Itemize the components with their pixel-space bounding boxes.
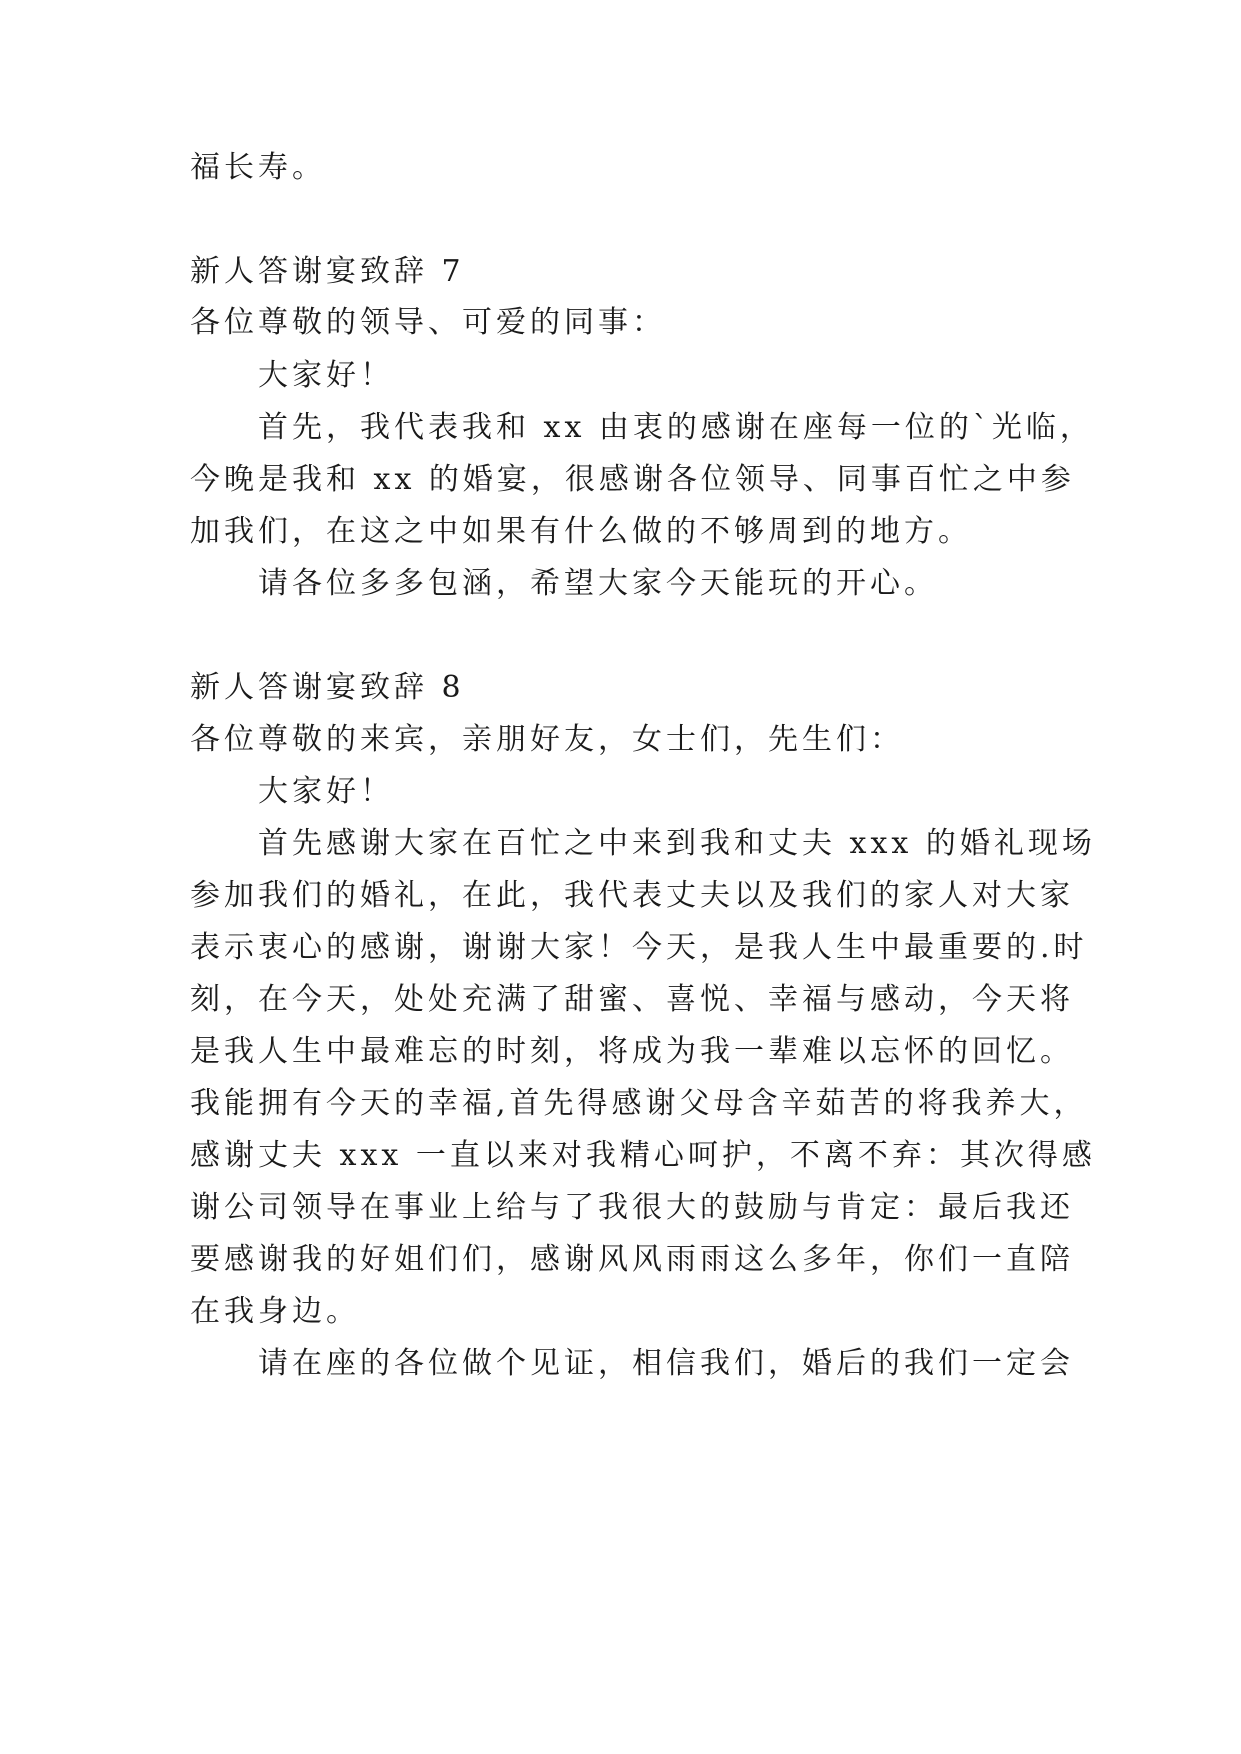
paragraph-8a-line-7: 感谢丈夫 xxx 一直以来对我精心呵护，不离不弃：其次得感 (190, 1138, 1096, 1173)
paragraph-8a-line-6: 我能拥有今天的幸福,首先得感谢父母含辛茹苦的将我养大， (190, 1086, 1088, 1121)
paragraph-8a-line-8: 谢公司领导在事业上给与了我很大的鼓励与肯定：最后我还 (190, 1190, 1074, 1225)
salutation-8: 各位尊敬的来宾，亲朋好友，女士们，先生们： (190, 722, 904, 757)
greeting-8: 大家好！ (258, 774, 394, 809)
section-title-8: 新人答谢宴致辞 8 (190, 670, 465, 705)
paragraph-7a-line-3: 加我们，在这之中如果有什么做的不够周到的地方。 (190, 514, 972, 549)
paragraph-8a-line-10: 在我身边。 (190, 1294, 360, 1329)
paragraph-8a-line-5: 是我人生中最难忘的时刻，将成为我一辈难以忘怀的回忆。 (190, 1034, 1074, 1069)
section-title-7: 新人答谢宴致辞 7 (190, 254, 465, 289)
paragraph-8a-line-9: 要感谢我的好姐们们，感谢风风雨雨这么多年，你们一直陪 (190, 1242, 1074, 1277)
paragraph-7a-line-2: 今晚是我和 xx 的婚宴，很感谢各位领导、同事百忙之中参 (190, 462, 1075, 497)
paragraph-8b-line-1: 请在座的各位做个见证，相信我们，婚后的我们一定会 (258, 1346, 1074, 1381)
paragraph-7a-line-1: 首先，我代表我和 xx 由衷的感谢在座每一位的`光临， (258, 410, 1094, 445)
greeting-7: 大家好！ (258, 358, 394, 393)
salutation-7: 各位尊敬的领导、可爱的同事： (190, 305, 666, 340)
paragraph-8a-line-1: 首先感谢大家在百忙之中来到我和丈夫 xxx 的婚礼现场 (258, 826, 1096, 861)
paragraph-8a-line-3: 表示衷心的感谢，谢谢大家！今天，是我人生中最重要的.时 (190, 930, 1088, 965)
paragraph-8a-line-2: 参加我们的婚礼，在此，我代表丈夫以及我们的家人对大家 (190, 878, 1074, 913)
paragraph-8a-line-4: 刻，在今天，处处充满了甜蜜、喜悦、幸福与感动，今天将 (190, 982, 1074, 1017)
closing-fragment: 福长寿。 (190, 150, 326, 185)
paragraph-7b-line-1: 请各位多多包涵，希望大家今天能玩的开心。 (258, 566, 938, 601)
